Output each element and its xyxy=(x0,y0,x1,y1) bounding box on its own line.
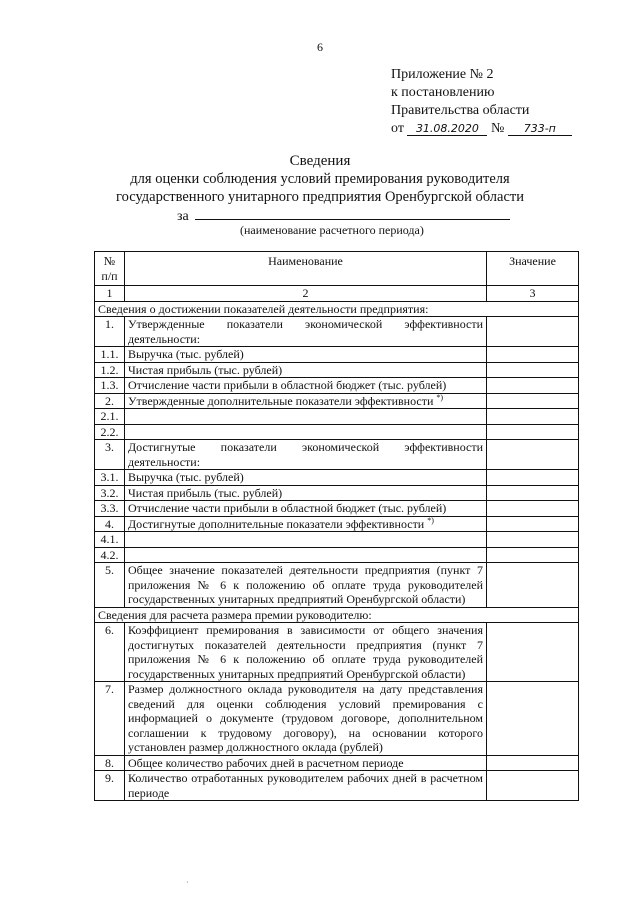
value-cell[interactable] xyxy=(487,424,579,440)
period-prefix: за xyxy=(177,209,189,224)
row-name-cell xyxy=(125,317,487,347)
period-note: (наименование расчетного периода) xyxy=(240,223,424,237)
row-number: 4.1. xyxy=(95,532,125,548)
row-number: 3.1. xyxy=(95,470,125,486)
value-cell[interactable] xyxy=(487,623,579,682)
period-line xyxy=(177,205,510,225)
appendix-line3: Правительства области xyxy=(391,103,530,118)
table-row xyxy=(95,485,579,501)
table-row xyxy=(95,470,579,486)
row-name-cell xyxy=(125,771,487,801)
table-row xyxy=(95,393,579,409)
column-number: 3 xyxy=(487,286,579,302)
row-name-cell xyxy=(125,393,487,409)
footnote-marker: *) xyxy=(436,392,444,402)
appendix-title: Приложение № 2 xyxy=(391,67,494,82)
table-row xyxy=(95,771,579,801)
row-number: 1.1. xyxy=(95,347,125,363)
row-name: Утвержденные дополнительные показатели эффективности xyxy=(128,393,434,408)
table-row xyxy=(95,532,579,548)
appendix-date-line xyxy=(391,120,572,138)
value-cell[interactable] xyxy=(487,317,579,347)
table-row xyxy=(95,623,579,682)
title-line-3: государственного унитарного предприятия Оренбургской области xyxy=(116,189,524,205)
row-name: Отчисление части прибыли в областной бюджет (тыс. рублей) xyxy=(128,378,447,392)
header-name: Наименование xyxy=(125,252,487,286)
appendix-line2: к постановлению xyxy=(391,85,495,100)
scan-mark: · xyxy=(186,878,189,887)
table-row xyxy=(95,362,579,378)
row-number: 9. xyxy=(95,771,125,801)
value-cell[interactable] xyxy=(487,755,579,771)
from-prefix: от xyxy=(391,121,404,136)
value-cell[interactable] xyxy=(487,409,579,425)
row-number: 2. xyxy=(95,393,125,409)
row-number: 4.2. xyxy=(95,547,125,563)
row-name: Выручка (тыс. рублей) xyxy=(128,347,244,361)
table-row xyxy=(95,409,579,425)
table-row xyxy=(95,424,579,440)
row-name: Чистая прибыль (тыс. рублей) xyxy=(128,362,283,377)
column-numbers-row xyxy=(95,286,579,302)
row-number: 5. xyxy=(95,563,125,608)
page-number: 6 xyxy=(317,40,323,54)
row-name-cell xyxy=(125,623,487,682)
row-name: Чистая прибыль (тыс. рублей) xyxy=(128,485,283,500)
row-number: 2.1. xyxy=(95,409,125,425)
row-name-cell xyxy=(125,378,487,394)
appendix-block xyxy=(391,66,572,138)
row-name: Выручка (тыс. рублей) xyxy=(128,470,244,484)
value-cell[interactable] xyxy=(487,362,579,378)
column-number: 1 xyxy=(95,286,125,302)
section-row xyxy=(95,301,579,317)
table-row xyxy=(95,317,579,347)
row-name: Общее количество рабочих дней в расчетном периоде xyxy=(128,755,404,770)
row-name-cell xyxy=(125,516,487,532)
row-number: 1. xyxy=(95,317,125,347)
row-name: Общее значение показателей деятельности предприятия (пункт 7 приложения № 6 к положению об оплате труда руководителей государственных унитарных предприятий Оренбургской области) xyxy=(128,563,483,606)
table-header-row xyxy=(95,252,579,286)
row-number: 1.2. xyxy=(95,362,125,378)
row-name-cell xyxy=(125,470,487,486)
section-heading: Сведения для расчета размера премии руководителю: xyxy=(95,607,579,623)
value-cell[interactable] xyxy=(487,563,579,608)
value-cell[interactable] xyxy=(487,516,579,532)
row-name: Достигнутые дополнительные показатели эффективности xyxy=(128,516,425,531)
period-blank-field xyxy=(195,205,510,220)
row-number: 3.3. xyxy=(95,501,125,517)
row-name-cell xyxy=(125,547,487,563)
section-heading: Сведения о достижении показателей деятельности предприятия: xyxy=(95,301,579,317)
row-name-cell xyxy=(125,409,487,425)
number-sign: № xyxy=(490,121,505,136)
row-name-cell xyxy=(125,440,487,470)
column-number: 2 xyxy=(125,286,487,302)
row-name: Достигнутые показатели экономической эффективности деятельности: xyxy=(128,440,483,469)
table-row xyxy=(95,516,579,532)
section-row xyxy=(95,607,579,623)
value-cell[interactable] xyxy=(487,347,579,363)
header-value: Значение xyxy=(487,252,579,286)
row-number: 2.2. xyxy=(95,424,125,440)
value-cell[interactable] xyxy=(487,470,579,486)
value-cell[interactable] xyxy=(487,485,579,501)
value-cell[interactable] xyxy=(487,501,579,517)
row-name-cell xyxy=(125,362,487,378)
table-row xyxy=(95,755,579,771)
row-name: Отчисление части прибыли в областной бюджет (тыс. рублей) xyxy=(128,501,447,515)
table-row xyxy=(95,563,579,608)
row-number: 3. xyxy=(95,440,125,470)
row-name-cell xyxy=(125,501,487,517)
report-table xyxy=(94,251,579,801)
row-name: Утвержденные показатели экономической эффективности деятельности: xyxy=(128,317,483,346)
footnote-marker: *) xyxy=(427,515,434,525)
title-line-2: для оценки соблюдения условий премирования руководителя xyxy=(130,171,510,187)
row-number: 1.3. xyxy=(95,378,125,394)
title-line-1: Сведения xyxy=(289,153,351,169)
handwritten-date: 31.08.2020 xyxy=(407,122,487,136)
row-name-cell xyxy=(125,424,487,440)
table-row xyxy=(95,378,579,394)
table-row xyxy=(95,347,579,363)
row-name-cell xyxy=(125,485,487,501)
row-number: 7. xyxy=(95,682,125,756)
row-number: 4. xyxy=(95,516,125,532)
row-number: 6. xyxy=(95,623,125,682)
value-cell[interactable] xyxy=(487,532,579,548)
row-number: 3.2. xyxy=(95,485,125,501)
row-name-cell xyxy=(125,682,487,756)
row-name-cell xyxy=(125,563,487,608)
row-name-cell xyxy=(125,532,487,548)
value-cell[interactable] xyxy=(487,393,579,409)
value-cell[interactable] xyxy=(487,771,579,801)
table-row xyxy=(95,682,579,756)
row-number: 8. xyxy=(95,755,125,771)
handwritten-number: 733-п xyxy=(508,122,572,136)
table-row xyxy=(95,501,579,517)
row-name: Количество отработанных руководителем рабочих дней в расчетном периоде xyxy=(128,771,483,800)
table-row xyxy=(95,547,579,563)
value-cell[interactable] xyxy=(487,440,579,470)
row-name: Размер должностного оклада руководителя на дату представления сведений для оценки соблюдения условий премирования с информацией о документе (трудовом договоре, дополнительном соглашении к трудовому договору), на основании которого установлен размер должностного оклада (рублей) xyxy=(128,682,483,754)
document-title xyxy=(0,152,640,206)
header-num: № п/п xyxy=(95,252,125,286)
table-row xyxy=(95,440,579,470)
value-cell[interactable] xyxy=(487,547,579,563)
value-cell[interactable] xyxy=(487,378,579,394)
row-name-cell xyxy=(125,347,487,363)
value-cell[interactable] xyxy=(487,682,579,756)
row-name: Коэффициент премирования в зависимости от общего значения достигнутых показателей деятельности предприятия (пункт 7 приложения № 6 к положению об оплате труда руководителей государственных унитарных предприятий Оренбургской области) xyxy=(128,623,483,681)
row-name-cell xyxy=(125,755,487,771)
